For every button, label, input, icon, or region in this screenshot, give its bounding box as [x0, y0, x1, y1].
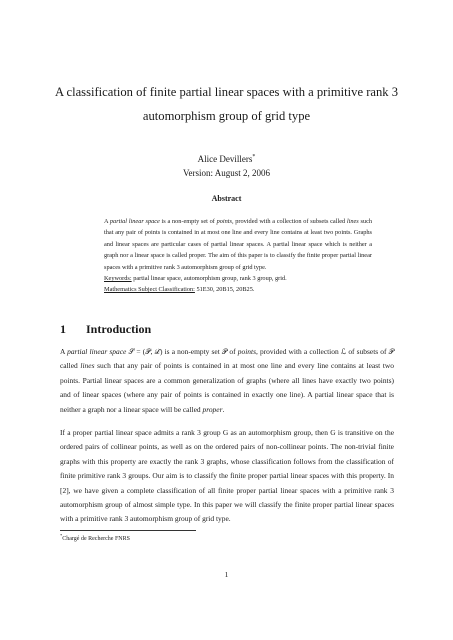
p1-lines: lines [80, 361, 95, 371]
abstract-heading: Abstract [211, 194, 242, 203]
section-title: Introduction [86, 322, 152, 336]
keywords-line [104, 273, 372, 284]
p1-text-c: , provided with a collection ℒ of subsets of 𝒫 called [60, 347, 395, 371]
author-block [40, 150, 413, 180]
section-heading [60, 322, 151, 337]
abstract-text [104, 216, 372, 296]
keywords-label: Keywords: [104, 275, 132, 283]
paper-title: A classification of finite partial linear spaces with a primitive rank 3 automorphism group of grid type [54, 85, 399, 123]
p1-text-a: A [60, 347, 68, 356]
footnote-rule [60, 530, 196, 531]
footnote-text: Chargé de Recherche FNRS [62, 536, 130, 542]
msc-values: 51E30, 20B15, 20B25. [194, 286, 255, 294]
footnote [60, 533, 130, 542]
p1-term: partial linear space [67, 347, 127, 356]
abstract-sentence-c: , provided with a collection of subsets called [231, 218, 347, 225]
p1-text-e: . [222, 404, 225, 414]
author-footnote-mark: * [252, 154, 256, 160]
author-name: Alice Devillers [197, 154, 253, 164]
abstract-points: points [216, 218, 232, 225]
section-number: 1 [60, 322, 66, 336]
keywords-values: partial linear space, automorphism group, rank 3 group, grid. [131, 275, 287, 283]
abstract-lines: lines [346, 218, 359, 225]
p1-proper: proper [202, 404, 223, 414]
version-date: Version: August 2, 2006 [182, 168, 270, 178]
footnote-mark: * [60, 533, 63, 538]
abstract-sentence-d: such that any pair of points is contained in at most one line and every line contains at least two points. Graphs and linear spaces are particular cases of partial linear spaces. A partial linear space which is neither a graph nor a linear space is called proper. The aim of this paper is to classify the finite proper partial linear spaces with a primitive rank 3 automorphism group of grid type. [104, 218, 373, 271]
p1-text-b: 𝒮 = (𝒫, ℒ) is a non-empty set 𝒫 of [126, 347, 238, 356]
abstract-sentence-b: is a non-empty set of [159, 218, 217, 225]
msc-label: Mathematics Subject Classification: [104, 286, 195, 294]
p1-points: points [237, 347, 256, 356]
msc-line [104, 284, 372, 295]
abstract-term: partial linear space [109, 218, 160, 225]
intro-paragraph-2: If a proper partial linear space admits a rank 3 group G as an automorphism group, then G is transitive on the ordered pairs of collinear points, as well as on the ordered pairs of non-collinear points. The non-trivial finite graphs with this property are exactly the rank 3 graphs, whose classification follows from the classification of finite primitive rank 3 groups. Our aim is to classify the finite proper partial linear spaces with this property. In [2], we have given a complete classification of all finite proper partial linear spaces with a primitive rank 3 automorphism group of almost simple type. In this paper we will classify the finite proper partial linear spaces with a primitive rank 3 automorphism group of grid type. [60, 428, 394, 524]
author-line [40, 150, 413, 166]
page-number: 1 [224, 570, 229, 579]
p1-text-d: such that any pair of points is contained in at most one line and every line contains at least two points. Partial linear spaces are a common generalization of graphs (where all lines have exactly two points) and of linear spaces (where any pair of points is contained in exactly one line). A partial linear space that is neither a graph nor a linear space will be called [60, 361, 394, 414]
intro-paragraph-1 [60, 345, 394, 417]
abstract-sentence-a: A [104, 218, 110, 225]
